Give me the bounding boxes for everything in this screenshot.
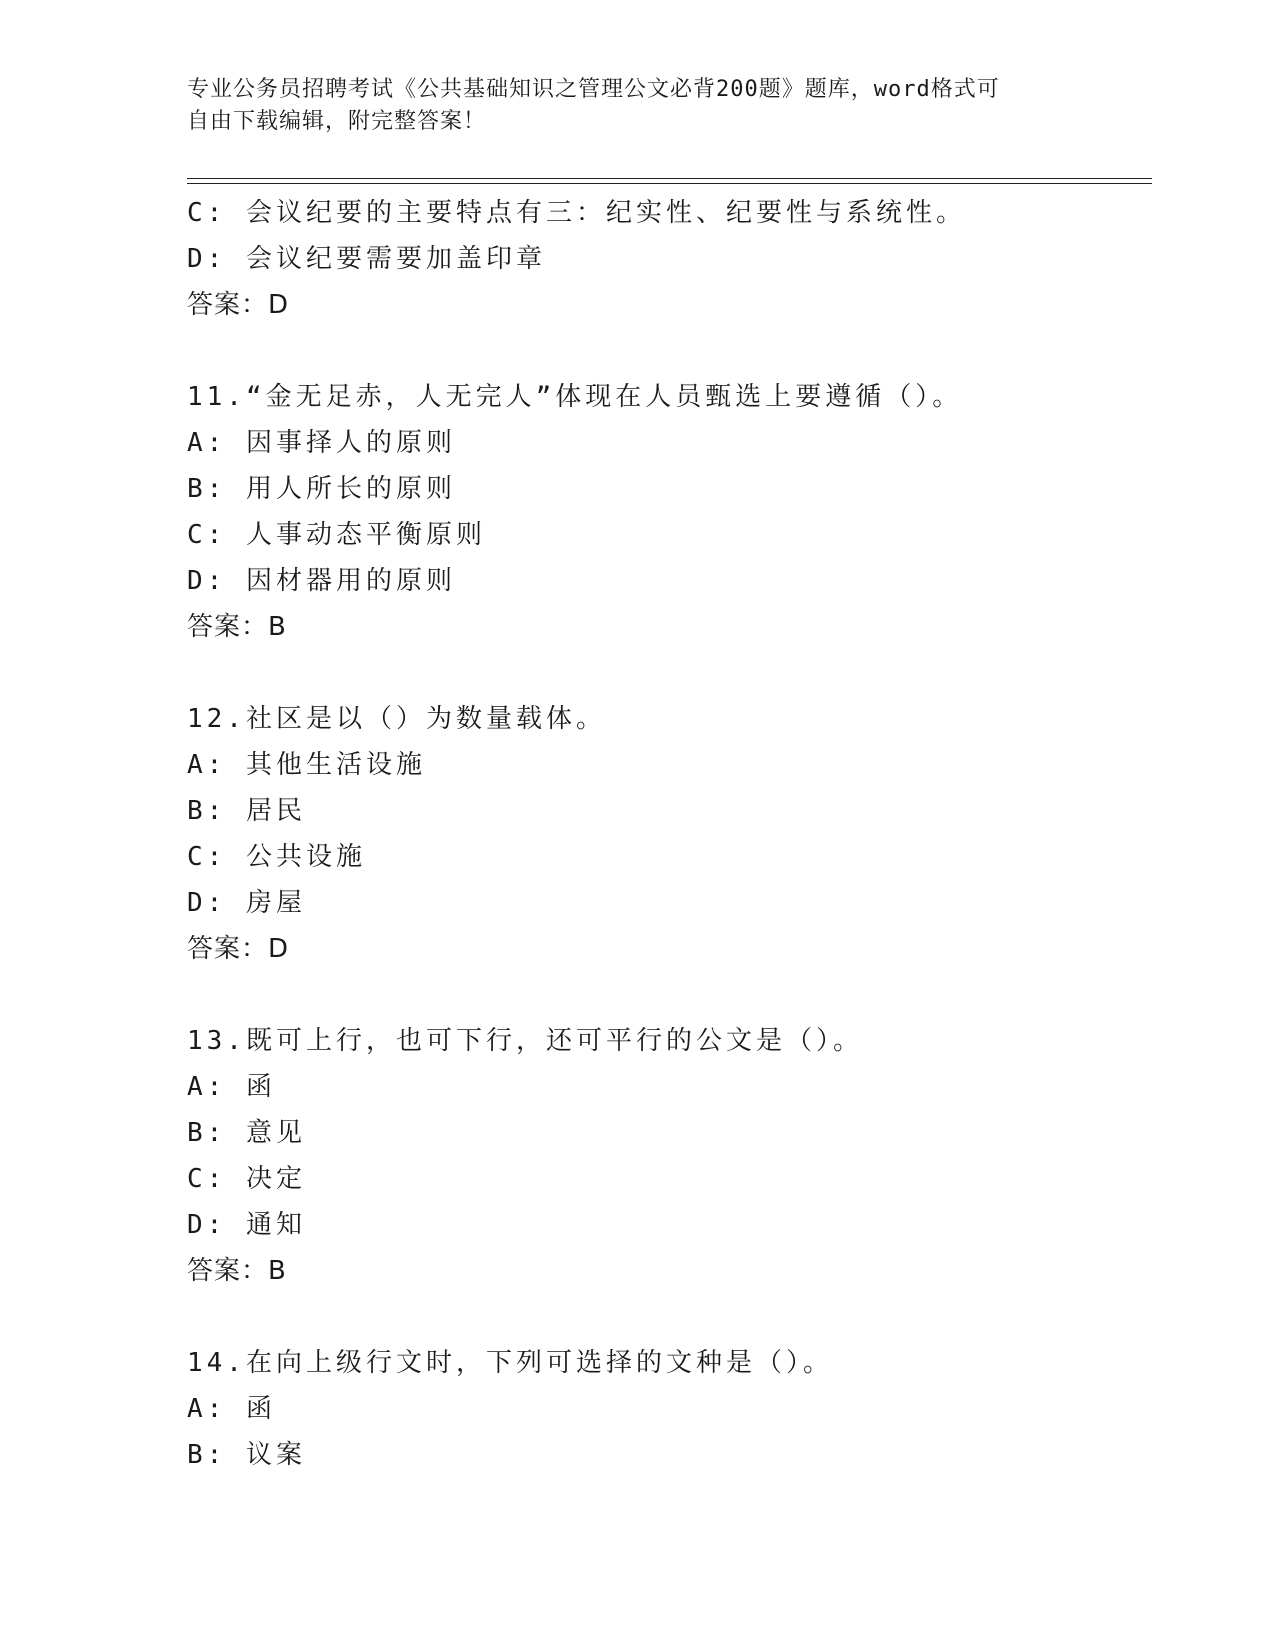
question-block-12: [187, 696, 1152, 972]
question-block-14: [187, 1340, 1152, 1478]
option-c: C: 公共设施: [187, 842, 366, 872]
option-c: C: 决定: [187, 1164, 306, 1194]
question-stem: 12.社区是以（）为数量载体。: [187, 704, 606, 734]
spacer: [187, 650, 1152, 696]
header-line-2: 自由下载编辑，附完整答案！: [187, 109, 487, 134]
question-list: [187, 190, 1152, 1478]
answer-line: 答案：D: [187, 934, 290, 964]
question-block-11: [187, 374, 1152, 650]
option-a: A: 因事择人的原则: [187, 428, 456, 458]
option-a: A: 函: [187, 1394, 276, 1424]
option-b: B: 议案: [187, 1440, 306, 1470]
document-header: [187, 74, 1067, 138]
header-divider-top: [187, 178, 1152, 179]
spacer: [187, 328, 1152, 374]
header-divider-bottom: [187, 183, 1152, 184]
option-d: D: 通知: [187, 1210, 306, 1240]
answer-line: 答案：B: [187, 612, 287, 642]
question-stem: 14.在向上级行文时，下列可选择的文种是（）。: [187, 1348, 833, 1378]
option-b: B: 居民: [187, 796, 306, 826]
question-block-13: [187, 1018, 1152, 1294]
option-d: D: 会议纪要需要加盖印章: [187, 244, 546, 274]
option-d: D: 房屋: [187, 888, 306, 918]
option-c: C: 会议纪要的主要特点有三：纪实性、纪要性与系统性。: [187, 198, 966, 228]
option-b: B: 用人所长的原则: [187, 474, 456, 504]
question-block-partial: [187, 190, 1152, 328]
answer-line: 答案：B: [187, 1256, 287, 1286]
option-d: D: 因材器用的原则: [187, 566, 456, 596]
option-a: A: 其他生活设施: [187, 750, 426, 780]
answer-line: 答案：D: [187, 290, 290, 320]
question-stem: 11.“金无足赤，人无完人”体现在人员甄选上要遵循（）。: [187, 382, 963, 412]
spacer: [187, 1294, 1152, 1340]
question-stem: 13.既可上行，也可下行，还可平行的公文是（）。: [187, 1026, 863, 1056]
option-c: C: 人事动态平衡原则: [187, 520, 486, 550]
option-a: A: 函: [187, 1072, 276, 1102]
header-line-1: 专业公务员招聘考试《公共基础知识之管理公文必背200题》题库，word格式可: [187, 77, 1000, 102]
option-b: B: 意见: [187, 1118, 306, 1148]
spacer: [187, 972, 1152, 1018]
